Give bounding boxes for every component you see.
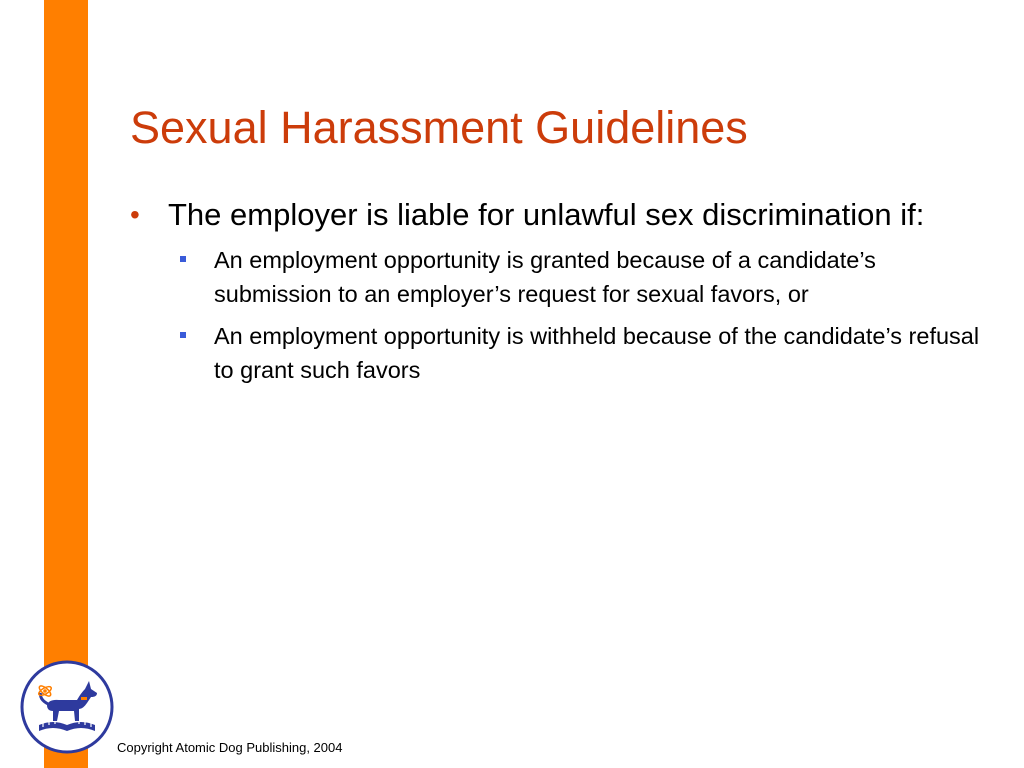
orange-side-bar bbox=[44, 0, 88, 768]
sub-bullet-text: An employment opportunity is granted because of a candidate’s submission to an employer’s request for sexual favors, or bbox=[214, 247, 876, 307]
sub-bullet-list bbox=[130, 243, 980, 387]
slide-title: Sexual Harassment Guidelines bbox=[130, 102, 748, 153]
sub-bullet-item bbox=[178, 319, 980, 387]
bullet-text: The employer is liable for unlawful sex discrimination if: bbox=[168, 197, 925, 232]
copyright-text: Copyright Atomic Dog Publishing, 2004 bbox=[117, 740, 343, 755]
square-bullet-icon bbox=[180, 332, 186, 338]
sub-bullet-text: An employment opportunity is withheld because of the candidate’s refusal to grant such favors bbox=[214, 323, 980, 383]
sub-bullet-item bbox=[178, 243, 980, 311]
square-bullet-icon bbox=[180, 256, 186, 262]
slide-content bbox=[130, 196, 980, 395]
bullet-item bbox=[130, 196, 980, 234]
bullet-marker: • bbox=[130, 199, 140, 230]
atom-nucleus bbox=[43, 689, 47, 693]
dog-collar bbox=[81, 697, 87, 700]
atomic-dog-logo-icon bbox=[19, 659, 115, 755]
